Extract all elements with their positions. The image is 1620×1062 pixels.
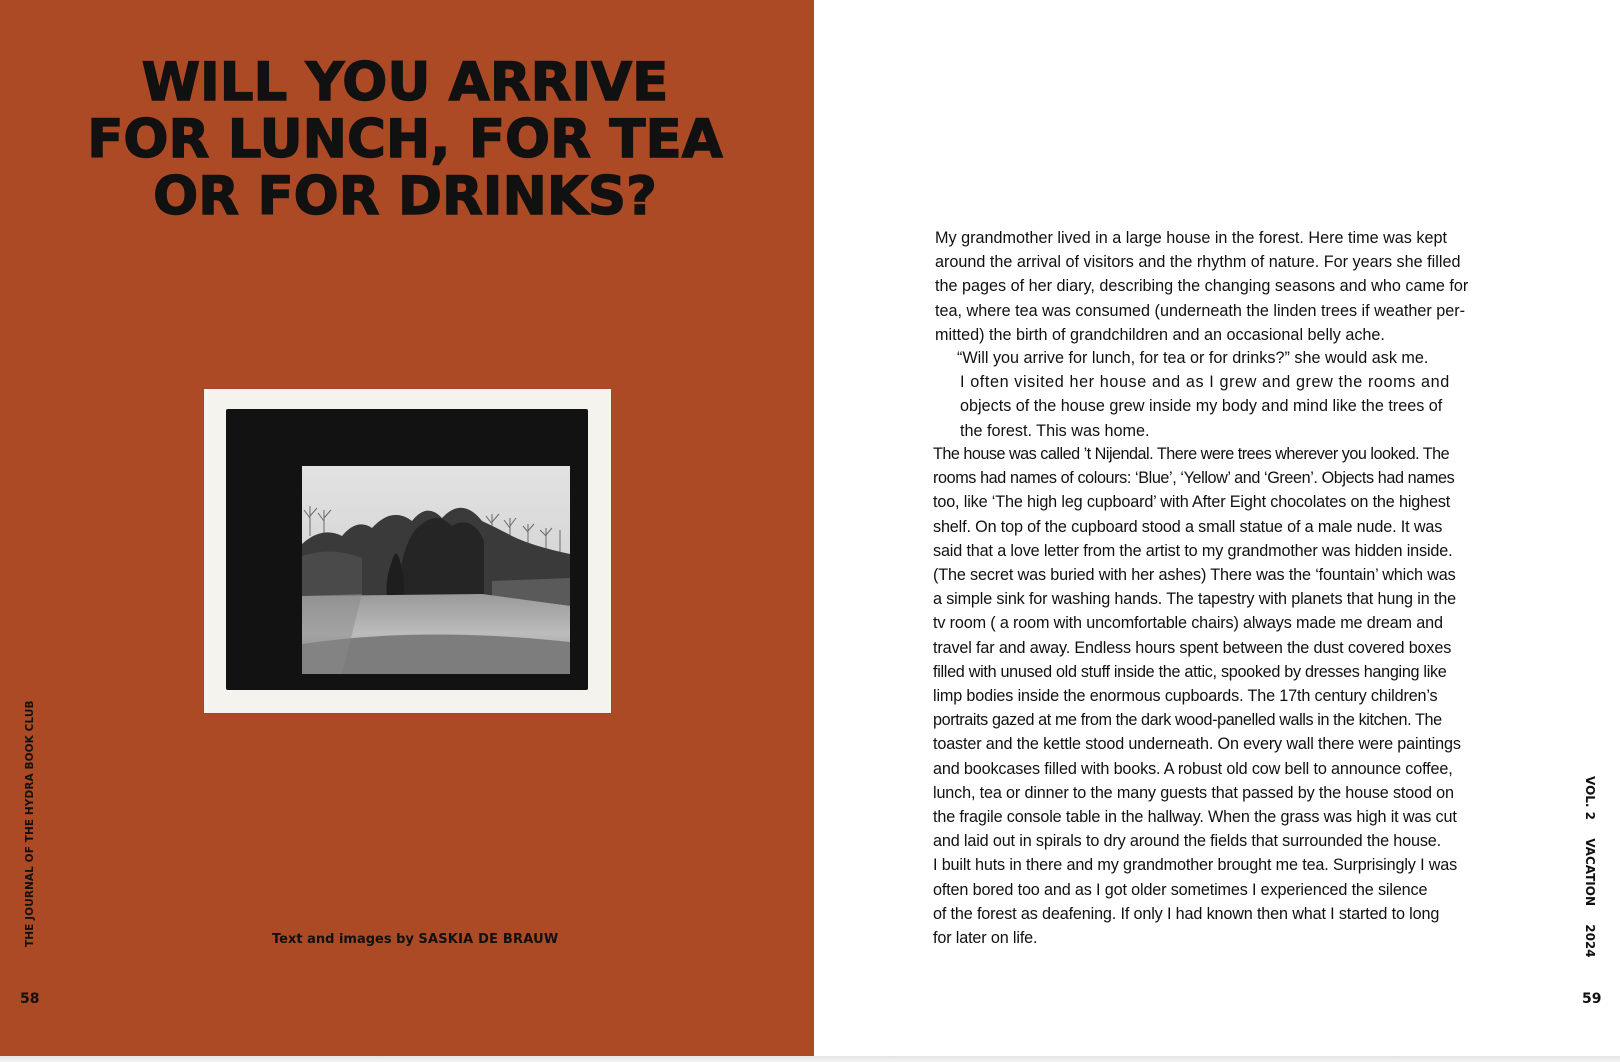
page-number-right: 59 <box>1582 991 1602 1007</box>
text-line: The house was called ’t Nijendal. There were trees wherever you looked. The <box>933 445 1450 463</box>
forest-lawn-photo <box>302 466 570 674</box>
text-line: “Will you arrive for lunch, for tea or for drinks?” she would ask me. <box>957 349 1429 367</box>
text-line: I built huts in there and my grandmother brought me tea. Surprisingly I was <box>933 856 1458 875</box>
text-line: and bookcases filled with books. A robust old cow bell to announce coffee, <box>933 759 1453 778</box>
credit-prefix: Text and images by <box>272 932 414 947</box>
text-line: mitted) the birth of grandchildren and an occasional belly ache. <box>935 325 1385 344</box>
article-credit <box>272 932 558 947</box>
journal-side-caption: THE JOURNAL OF THE HYDRA BOOK CLUB <box>24 700 36 947</box>
text-line: filled with unused old stuff inside the attic, spooked by dresses hanging like <box>933 662 1447 681</box>
page-number-left: 58 <box>20 991 40 1007</box>
page-bottom-edge <box>0 1056 1620 1062</box>
headline-line: OR FOR DRINKS? <box>153 166 657 227</box>
body-paragraph-3 <box>933 442 1461 950</box>
headline-line: FOR LUNCH, FOR TEA <box>87 109 723 170</box>
credit-author-name: SASKIA DE BRAUW <box>418 932 559 947</box>
issue-volume: VOL. 2 <box>1583 776 1597 821</box>
text-line: a simple sink for washing hands. The tapestry with planets that hung in the <box>933 590 1456 609</box>
body-paragraph-1 <box>935 226 1468 347</box>
text-line: too, like ‘The high leg cupboard’ with After Eight chocolates on the highest <box>933 493 1451 512</box>
text-line: limp bodies inside the enormous cupboards. The 17th century children’s <box>933 687 1438 706</box>
text-line: the forest. This was home. <box>960 421 1150 440</box>
body-paragraph-2-quote <box>957 346 1450 443</box>
text-line: around the arrival of visitors and the rhythm of nature. For years she filled <box>935 253 1461 272</box>
issue-year: 2024 <box>1583 924 1597 958</box>
text-line: objects of the house grew inside my body and mind like the trees of <box>960 397 1443 416</box>
text-line: (The secret was buried with her ashes) There was the ‘fountain’ which was <box>933 566 1456 585</box>
text-line: for later on life. <box>933 929 1038 948</box>
text-line: often bored too and as I got older sometimes I experienced the silence <box>933 880 1428 899</box>
text-line: tea, where tea was consumed (underneath the linden trees if weather per- <box>935 301 1465 320</box>
photo-negative-frame <box>226 409 588 690</box>
text-line: I often visited her house and as I grew and grew the rooms and <box>960 373 1450 392</box>
text-line: the pages of her diary, describing the changing seasons and who came for <box>935 277 1469 296</box>
text-line: travel far and away. Endless hours spent between the dust covered boxes <box>933 638 1452 657</box>
text-line: lunch, tea or dinner to the many guests that passed by the house stood on <box>933 783 1454 802</box>
text-line: the fragile console table in the hallway. When the grass was high it was cut <box>933 808 1457 827</box>
article-headline <box>60 54 750 225</box>
headline-line: WILL YOU ARRIVE <box>141 52 669 113</box>
text-line: My grandmother lived in a large house in the forest. Here time was kept <box>935 229 1447 247</box>
text-line: tv room ( a room with uncomfortable chairs) always made me dream and <box>933 614 1443 633</box>
polaroid-photo <box>204 389 611 713</box>
text-line: rooms had names of colours: ‘Blue’, ‘Yellow’ and ‘Green’. Objects had names <box>933 469 1455 488</box>
text-line: toaster and the kettle stood underneath. On every wall there were paintings <box>933 735 1461 754</box>
issue-side-caption <box>1583 776 1597 958</box>
text-line: portraits gazed at me from the dark wood-panelled walls in the kitchen. The <box>933 711 1442 730</box>
text-line: and laid out in spirals to dry around the fields that surrounded the house. <box>933 832 1441 851</box>
text-line: of the forest as deafening. If only I had known then what I started to long <box>933 904 1440 923</box>
issue-theme: VACATION <box>1583 838 1597 907</box>
text-line: said that a love letter from the artist to my grandmother was hidden inside. <box>933 541 1453 560</box>
forest-lawn-illustration <box>302 466 570 674</box>
text-line: shelf. On top of the cupboard stood a small statue of a male nude. It was <box>933 517 1443 536</box>
